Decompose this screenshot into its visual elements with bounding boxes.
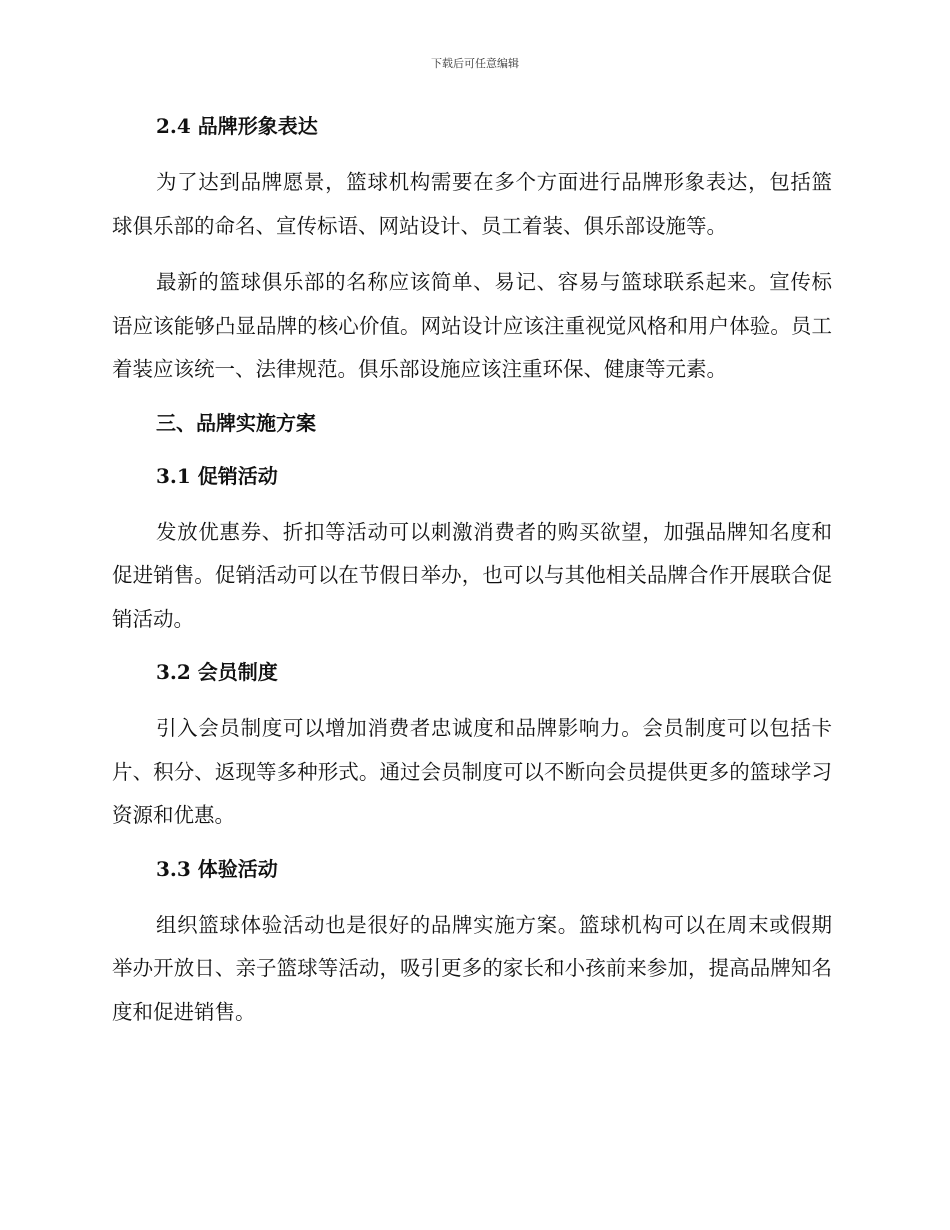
paragraph: 为了达到品牌愿景，篮球机构需要在多个方面进行品牌形象表达，包括篮球俱乐部的命名、宣传标语、网站设计、员工着装、俱乐部设施等。 [112,170,832,238]
document-body [112,108,832,1047]
heading-3-1: 3.1 促销活动 [156,463,278,488]
paragraph: 组织篮球体验活动也是很好的品牌实施方案。篮球机构可以在周末或假期举办开放日、亲子篮球等活动，吸引更多的家长和小孩前来参加，提高品牌知名度和促进销售。 [112,912,832,1024]
paragraph: 发放优惠券、折扣等活动可以刺激消费者的购买欲望，加强品牌知名度和促进销售。促销活动可以在节假日举办，也可以与其他相关品牌合作开展联合促销活动。 [112,519,832,631]
heading-2-4: 2.4 品牌形象表达 [156,114,318,138]
page-header: 下载后可任意编辑 [431,57,519,70]
paragraph: 引入会员制度可以增加消费者忠诚度和品牌影响力。会员制度可以包括卡片、积分、返现等多种形式。通过会员制度可以不断向会员提供更多的篮球学习资源和优惠。 [112,716,832,827]
heading-3-2: 3.2 会员制度 [156,660,278,684]
heading-3-3: 3.3 体验活动 [156,856,278,881]
paragraph: 最新的篮球俱乐部的名称应该简单、易记、容易与篮球联系起来。宣传标语应该能够凸显品牌的核心价值。网站设计应该注重视觉风格和用户体验。员工着装应该统一、法律规范。俱乐部设施应该注重环保、健康等元素。 [112,270,832,381]
heading-section-3: 三、品牌实施方案 [156,410,316,435]
